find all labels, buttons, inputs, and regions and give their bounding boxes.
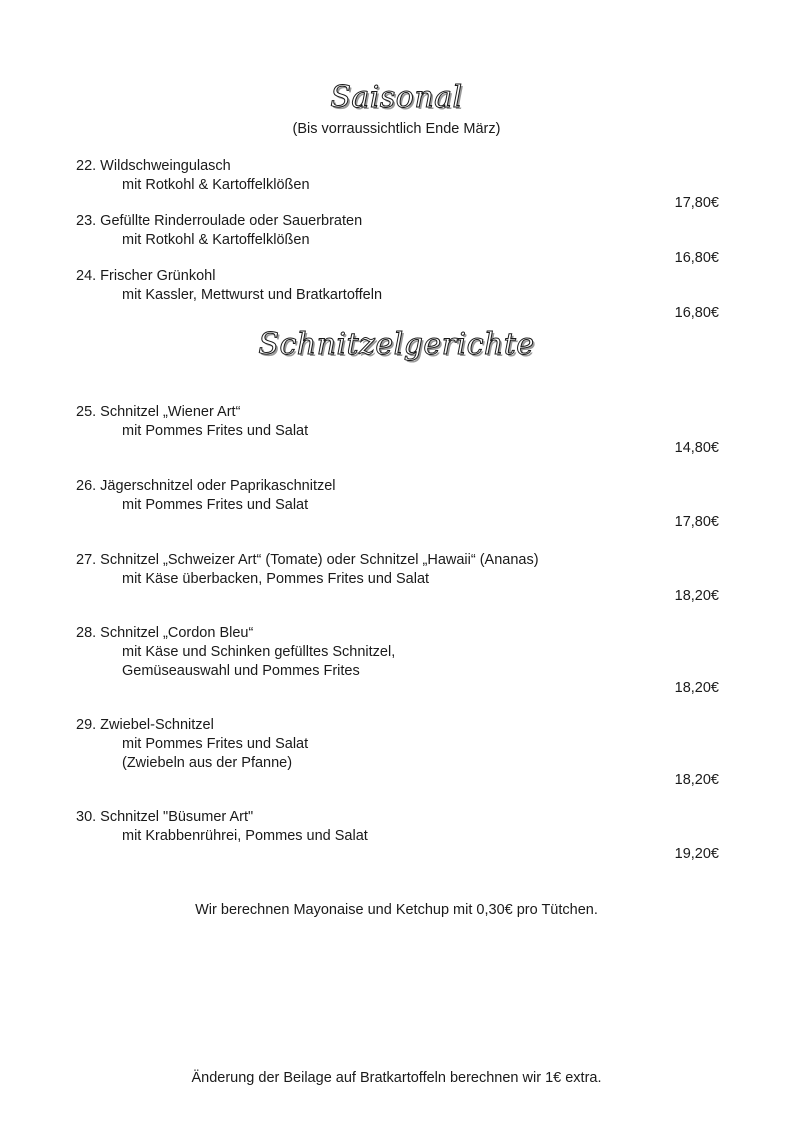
menu-item (76, 808, 721, 846)
sauce-charge-note: Wir berechnen Mayonaise und Ketchup mit 0,30€ pro Tütchen. (195, 902, 598, 918)
menu-item-price: 16,80€ (674, 305, 719, 321)
menu-item (76, 477, 721, 515)
menu-item (76, 551, 721, 589)
menu-item-title: 25. Schnitzel „Wiener Art“ (76, 404, 241, 420)
menu-item-title: 29. Zwiebel-Schnitzel (76, 717, 214, 733)
menu-item (76, 157, 721, 195)
menu-item-price: 14,80€ (674, 440, 719, 456)
menu-item (76, 403, 721, 441)
menu-item-description: mit Pommes Frites und Salat (122, 736, 309, 752)
menu-item-description: mit Rotkohl & Kartoffelklößen (122, 232, 310, 248)
menu-item-title: 24. Frischer Grünkohl (76, 268, 216, 284)
menu-item-description: mit Rotkohl & Kartoffelklößen (122, 177, 310, 193)
menu-item-price: 17,80€ (674, 514, 719, 530)
menu-item-description: mit Krabbenrührei, Pommes und Salat (122, 828, 368, 844)
menu-item-description: mit Käse überbacken, Pommes Frites und Salat (122, 571, 430, 587)
menu-item-price: 18,20€ (674, 680, 719, 696)
menu-item-description: mit Pommes Frites und Salat (122, 497, 309, 513)
menu-item-price: 16,80€ (674, 250, 719, 266)
menu-item (76, 267, 721, 305)
menu-item-title: 27. Schnitzel „Schweizer Art“ (Tomate) oder Schnitzel „Hawaii“ (Ananas) (76, 552, 539, 568)
section-heading-seasonal: Saisonal (330, 80, 463, 115)
menu-item-title: 23. Gefüllte Rinderroulade oder Sauerbraten (76, 213, 363, 229)
menu-item-description: mit Pommes Frites und Salat (122, 423, 309, 439)
menu-item-price: 17,80€ (674, 195, 719, 211)
menu-item-description: Gemüseauswahl und Pommes Frites (122, 663, 360, 679)
menu-item-title: 28. Schnitzel „Cordon Bleu“ (76, 625, 254, 641)
menu-item-price: 19,20€ (674, 846, 719, 862)
menu-item (76, 212, 721, 250)
menu-item-price: 18,20€ (674, 588, 719, 604)
menu-item-title: 26. Jägerschnitzel oder Paprikaschnitzel (76, 478, 336, 494)
menu-item-description: mit Kassler, Mettwurst und Bratkartoffeln (122, 287, 383, 303)
menu-item-description: mit Käse und Schinken gefülltes Schnitzel, (122, 644, 396, 660)
section-heading-schnitzel: Schnitzelgerichte (258, 327, 535, 362)
menu-item (76, 716, 721, 773)
menu-item (76, 624, 721, 681)
menu-item-title: 30. Schnitzel "Büsumer Art" (76, 809, 254, 825)
menu-item-title: 22. Wildschweingulasch (76, 158, 231, 174)
seasonal-availability-note: (Bis vorraussichtlich Ende März) (292, 121, 501, 137)
side-change-note: Änderung der Beilage auf Bratkartoffeln berechnen wir 1€ extra. (191, 1070, 602, 1086)
menu-item-description: (Zwiebeln aus der Pfanne) (122, 755, 293, 771)
menu-item-price: 18,20€ (674, 772, 719, 788)
